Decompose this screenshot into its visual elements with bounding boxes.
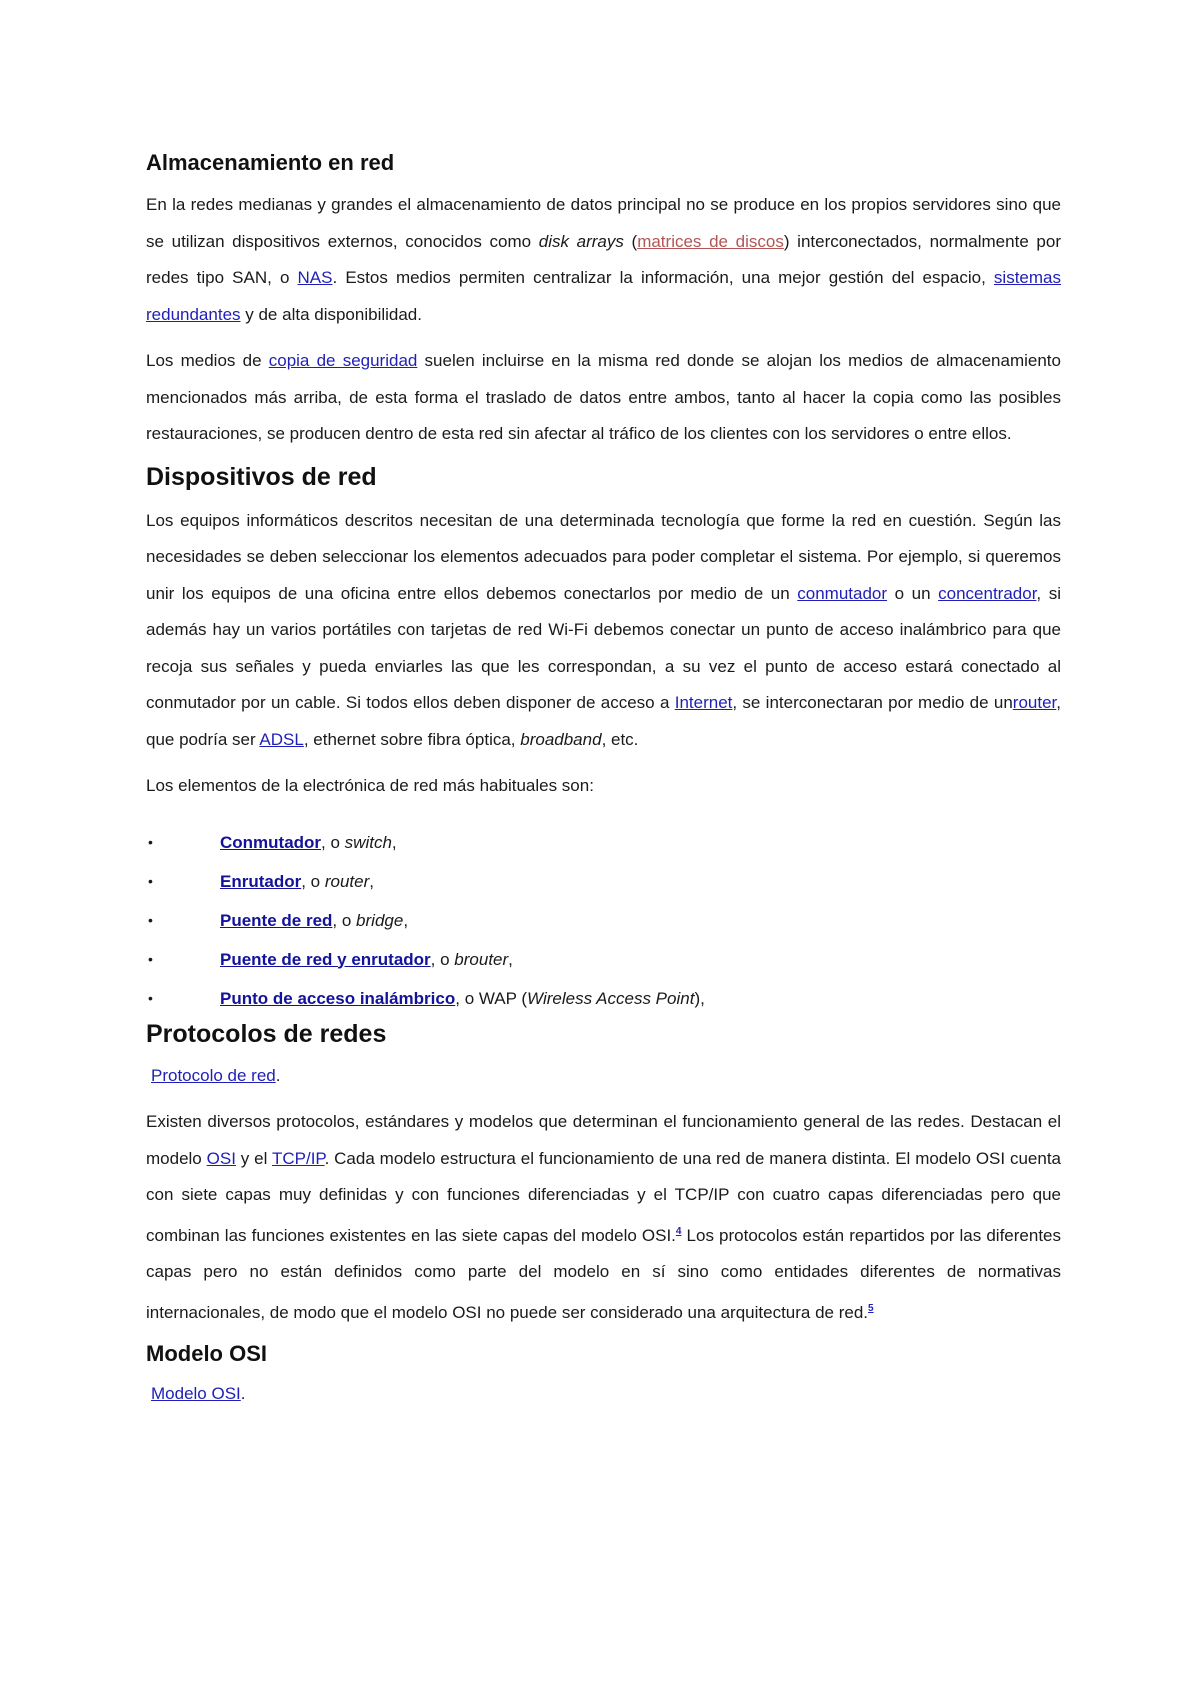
text-disk-arrays: disk arrays: [538, 231, 624, 251]
text: , se interconectaran por medio de un: [732, 693, 1013, 712]
text: .: [240, 1384, 246, 1403]
text: . Cada modelo estructura el funcionamiento de una red de manera distinta. El modelo OSI cuenta con siete capas muy definidas y con funciones diferenciadas y el TCP/IP con cuatro capas diferenciadas pero que combinan las funciones existentes en las siete capas del modelo OSI.: [146, 1148, 1062, 1245]
paragraph-almacenamiento-2: [146, 343, 1061, 453]
link-concentrador[interactable]: concentrador: [938, 583, 1037, 603]
network-elements-list: [146, 823, 1061, 1018]
bullet-icon: •: [148, 950, 153, 967]
heading-dispositivos: Dispositivos de red: [146, 462, 377, 491]
list-item: [146, 823, 1061, 862]
link-modelo-osi[interactable]: Modelo OSI: [151, 1384, 241, 1403]
text: suelen incluirse en la misma red donde se alojan los medios de almacenamiento mencionados más arriba, de esta forma el traslado de datos entre ambos, tanto al hacer la copia como las posibles restauraciones, se producen dentro de esta red sin afectar al tráfico de los clientes con los servidores o entre ellos.: [146, 351, 1061, 443]
text: bridge: [356, 910, 404, 930]
text: , si además hay un varios portátiles con tarjetas de red Wi-Fi debemos conectar un punto de acceso inalámbrico para que recoja sus señales y pueda enviarles las que les correspondan, a su vez el punto de acceso estará conectado al conmutador por un cable. Si todos ellos deben disponer de acceso a: [146, 583, 1061, 712]
text: ,: [391, 832, 397, 852]
text: Wireless Access Point: [527, 988, 695, 1008]
text: Los medios de: [146, 351, 269, 370]
link-copia-de-seguridad[interactable]: copia de seguridad: [268, 351, 418, 370]
list-item: [146, 979, 1061, 1018]
text: , o: [332, 910, 357, 930]
text: ),: [694, 988, 705, 1008]
bullet-icon: •: [148, 872, 153, 889]
text: , ethernet sobre fibra óptica,: [303, 729, 521, 749]
link-osi[interactable]: OSI: [206, 1148, 236, 1168]
text: switch: [344, 832, 392, 852]
text: y de alta disponibilidad.: [240, 304, 422, 324]
text: (: [623, 231, 638, 251]
link-nas[interactable]: NAS: [297, 268, 333, 287]
text: , o: [301, 871, 325, 891]
main-article-protocolos: [146, 1058, 1061, 1095]
bullet-icon: •: [148, 833, 153, 850]
main-article-modelo-osi: [146, 1376, 1061, 1413]
link-puente-de-red-item[interactable]: Puente de red: [220, 910, 333, 930]
text: En la redes medianas y grandes el almacenamiento de datos principal no se produce en los propios servidores sino que se utilizan dispositivos externos, conocidos como: [146, 195, 1061, 251]
link-reference-5[interactable]: 5: [868, 1302, 874, 1314]
link-protocolo-de-red[interactable]: Protocolo de red: [151, 1065, 276, 1085]
text: o un: [887, 583, 939, 603]
link-reference-4[interactable]: 4: [675, 1225, 682, 1237]
text: router: [324, 871, 370, 891]
paragraph-almacenamiento-1: [146, 187, 1061, 333]
link-sistemas-redundantes[interactable]: sistemas redundantes: [146, 268, 1061, 324]
list-item: [146, 901, 1061, 940]
heading-modelo-osi: Modelo OSI: [146, 1341, 267, 1366]
text: , etc.: [601, 729, 639, 749]
document-body: [146, 150, 1061, 1413]
paragraph-dispositivos-1: [146, 503, 1061, 759]
heading-almacenamiento: Almacenamiento en red: [146, 150, 395, 175]
text: ,: [403, 910, 409, 930]
link-punto-de-acceso-item[interactable]: Punto de acceso inalámbrico: [220, 988, 456, 1008]
text: . Estos medios permiten centralizar la información, una mejor gestión del espacio,: [332, 268, 994, 287]
paragraph-dispositivos-2: Los elementos de la electrónica de red más habituales son:: [146, 776, 594, 795]
text: , o WAP (: [455, 988, 528, 1008]
text: , o: [430, 949, 455, 969]
text: Existen diversos protocolos, estándares y modelos que determinan el funcionamiento general de las redes. Destacan el modelo: [146, 1112, 1061, 1168]
text: Los equipos informáticos descritos necesitan de una determinada tecnología que forme la red en cuestión. Según las necesidades se deben seleccionar los elementos adecuados para poder completar el sistema. Por ejemplo, si queremos unir los equipos de una oficina entre ellos debemos conectarlos por medio de un: [146, 510, 1061, 603]
text: Los protocolos están repartidos por las diferentes capas pero no están definidos como parte del modelo en sí sino como entidades diferentes de normativas internacionales, de modo que el modelo OSI no puede ser considerado una arquitectura de red.: [146, 1225, 1061, 1322]
text: brouter: [454, 949, 509, 969]
text: ,: [508, 949, 513, 969]
list-item: [146, 940, 1061, 979]
link-internet[interactable]: Internet: [674, 693, 733, 712]
text: , o: [321, 832, 345, 852]
link-conmutador-item[interactable]: Conmutador: [220, 832, 322, 852]
text: .: [275, 1065, 281, 1085]
reference-5: [868, 1303, 874, 1314]
link-router[interactable]: router: [1012, 693, 1057, 712]
text-broadband: broadband: [520, 729, 602, 749]
text: ) interconectados, normalmente por redes tipo SAN, o: [146, 231, 1062, 287]
heading-protocolos: Protocolos de redes: [146, 1019, 387, 1048]
link-enrutador-item[interactable]: Enrutador: [220, 871, 302, 891]
text: ,: [369, 871, 375, 891]
link-matrices-de-discos[interactable]: matrices de discos: [637, 231, 784, 251]
text: y el: [235, 1148, 272, 1168]
link-adsl[interactable]: ADSL: [259, 729, 304, 749]
link-puente-y-enrutador-item[interactable]: Puente de red y enrutador: [220, 949, 431, 969]
paragraph-protocolos-1: [146, 1104, 1061, 1331]
link-tcp-ip[interactable]: TCP/IP: [271, 1148, 325, 1168]
link-conmutador[interactable]: conmutador: [797, 583, 888, 603]
bullet-icon: •: [148, 911, 153, 928]
list-item: [146, 862, 1061, 901]
text: , que podría ser: [146, 693, 1062, 749]
bullet-icon: •: [148, 989, 153, 1006]
